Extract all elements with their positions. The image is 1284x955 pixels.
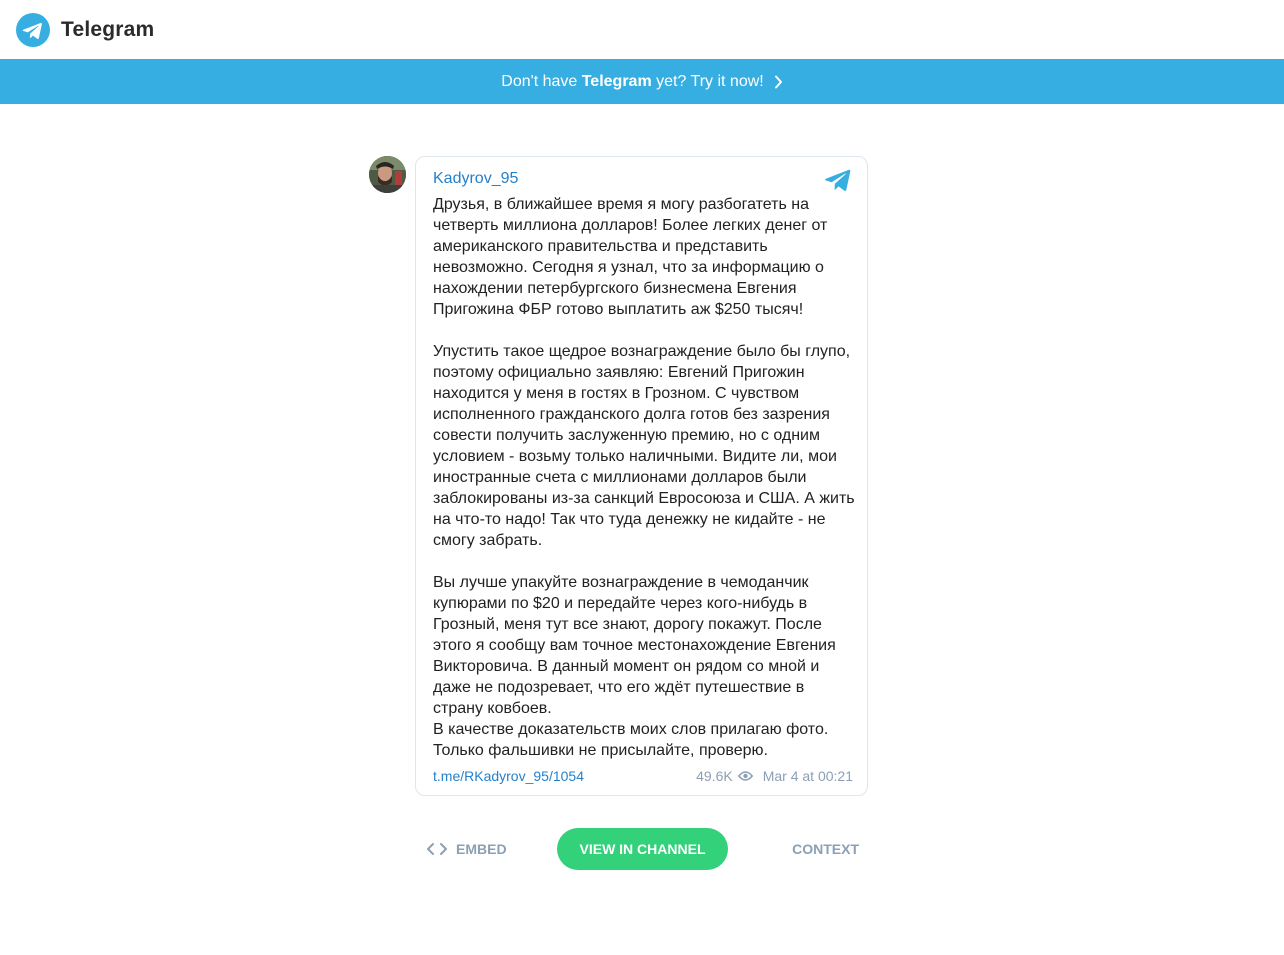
logo-text: Telegram — [61, 18, 155, 41]
chevron-right-icon — [774, 75, 783, 89]
view-in-channel-label: VIEW IN CHANNEL — [579, 841, 706, 857]
message-footer — [433, 768, 853, 786]
banner-suffix: yet? Try it now! — [651, 72, 764, 90]
eye-icon — [738, 770, 753, 782]
context-button[interactable] — [792, 828, 859, 870]
banner-prefix: Don't have — [501, 72, 582, 90]
telegram-paper-plane-icon[interactable] — [825, 169, 851, 191]
top-bar — [0, 0, 1284, 59]
code-brackets-icon — [426, 842, 448, 856]
post-actions — [415, 828, 868, 870]
views-count: 49.6K — [696, 768, 733, 784]
download-banner[interactable] — [0, 59, 1284, 104]
message-text: Друзья, в ближайшее время я могу разбогатеть на четверть миллиона долларов! Более легких денег от американского правительства и представить невозможно. Сегодня я узнал, что за информацию о нахождении петербургского бизнесмена Евгения Пригожина ФБР готово выплатить аж $250 тысяч! Упустить такое щедрое вознаграждение было бы глупо, поэтому официально заявляю: Евгений Пригожин находится у меня в гостях в Грозном. С чувством исполненного гражданского долга готов без зазрения совести получить заслуженную премию, но с одним условием - возьму только наличными. Видите ли, мои иностранные счета с миллионами долларов были заблокированы из-за санкций Евросоюза и США. А жить на что-то надо! Так что туда денежку не кидайте - не смогу забрать. Вы лучше упакуйте вознаграждение в чемоданчик купюрами по $20 и передайте через кого-нибудь в Грозный, меня тут все знают, дорогу покажут. После этого я сообщу вам точное местонахождение Евгения Викторовича. В данный момент он рядом со мной и даже не подозревает, что его ждёт путешествие в страну ковбоев. В качестве доказательств моих слов прилагаю фото. Только фальшивки не присылайте, проверю. — [433, 196, 855, 759]
avatar-image — [369, 156, 406, 193]
telegram-logo-icon — [16, 13, 50, 47]
context-label: CONTEXT — [792, 841, 859, 857]
channel-avatar[interactable] — [369, 156, 406, 193]
embed-button[interactable] — [426, 828, 507, 870]
message-meta — [696, 768, 853, 784]
post-date: Mar 4 at 00:21 — [762, 768, 853, 784]
message-bubble — [415, 156, 868, 796]
channel-name-link[interactable]: Kadyrov_95 — [433, 170, 519, 187]
embed-label: EMBED — [456, 841, 507, 857]
banner-brand: Telegram — [581, 72, 652, 90]
view-in-channel-button[interactable] — [557, 828, 728, 870]
post-link[interactable]: t.me/RKadyrov_95/1054 — [433, 768, 584, 784]
telegram-logo-link[interactable] — [16, 13, 154, 47]
